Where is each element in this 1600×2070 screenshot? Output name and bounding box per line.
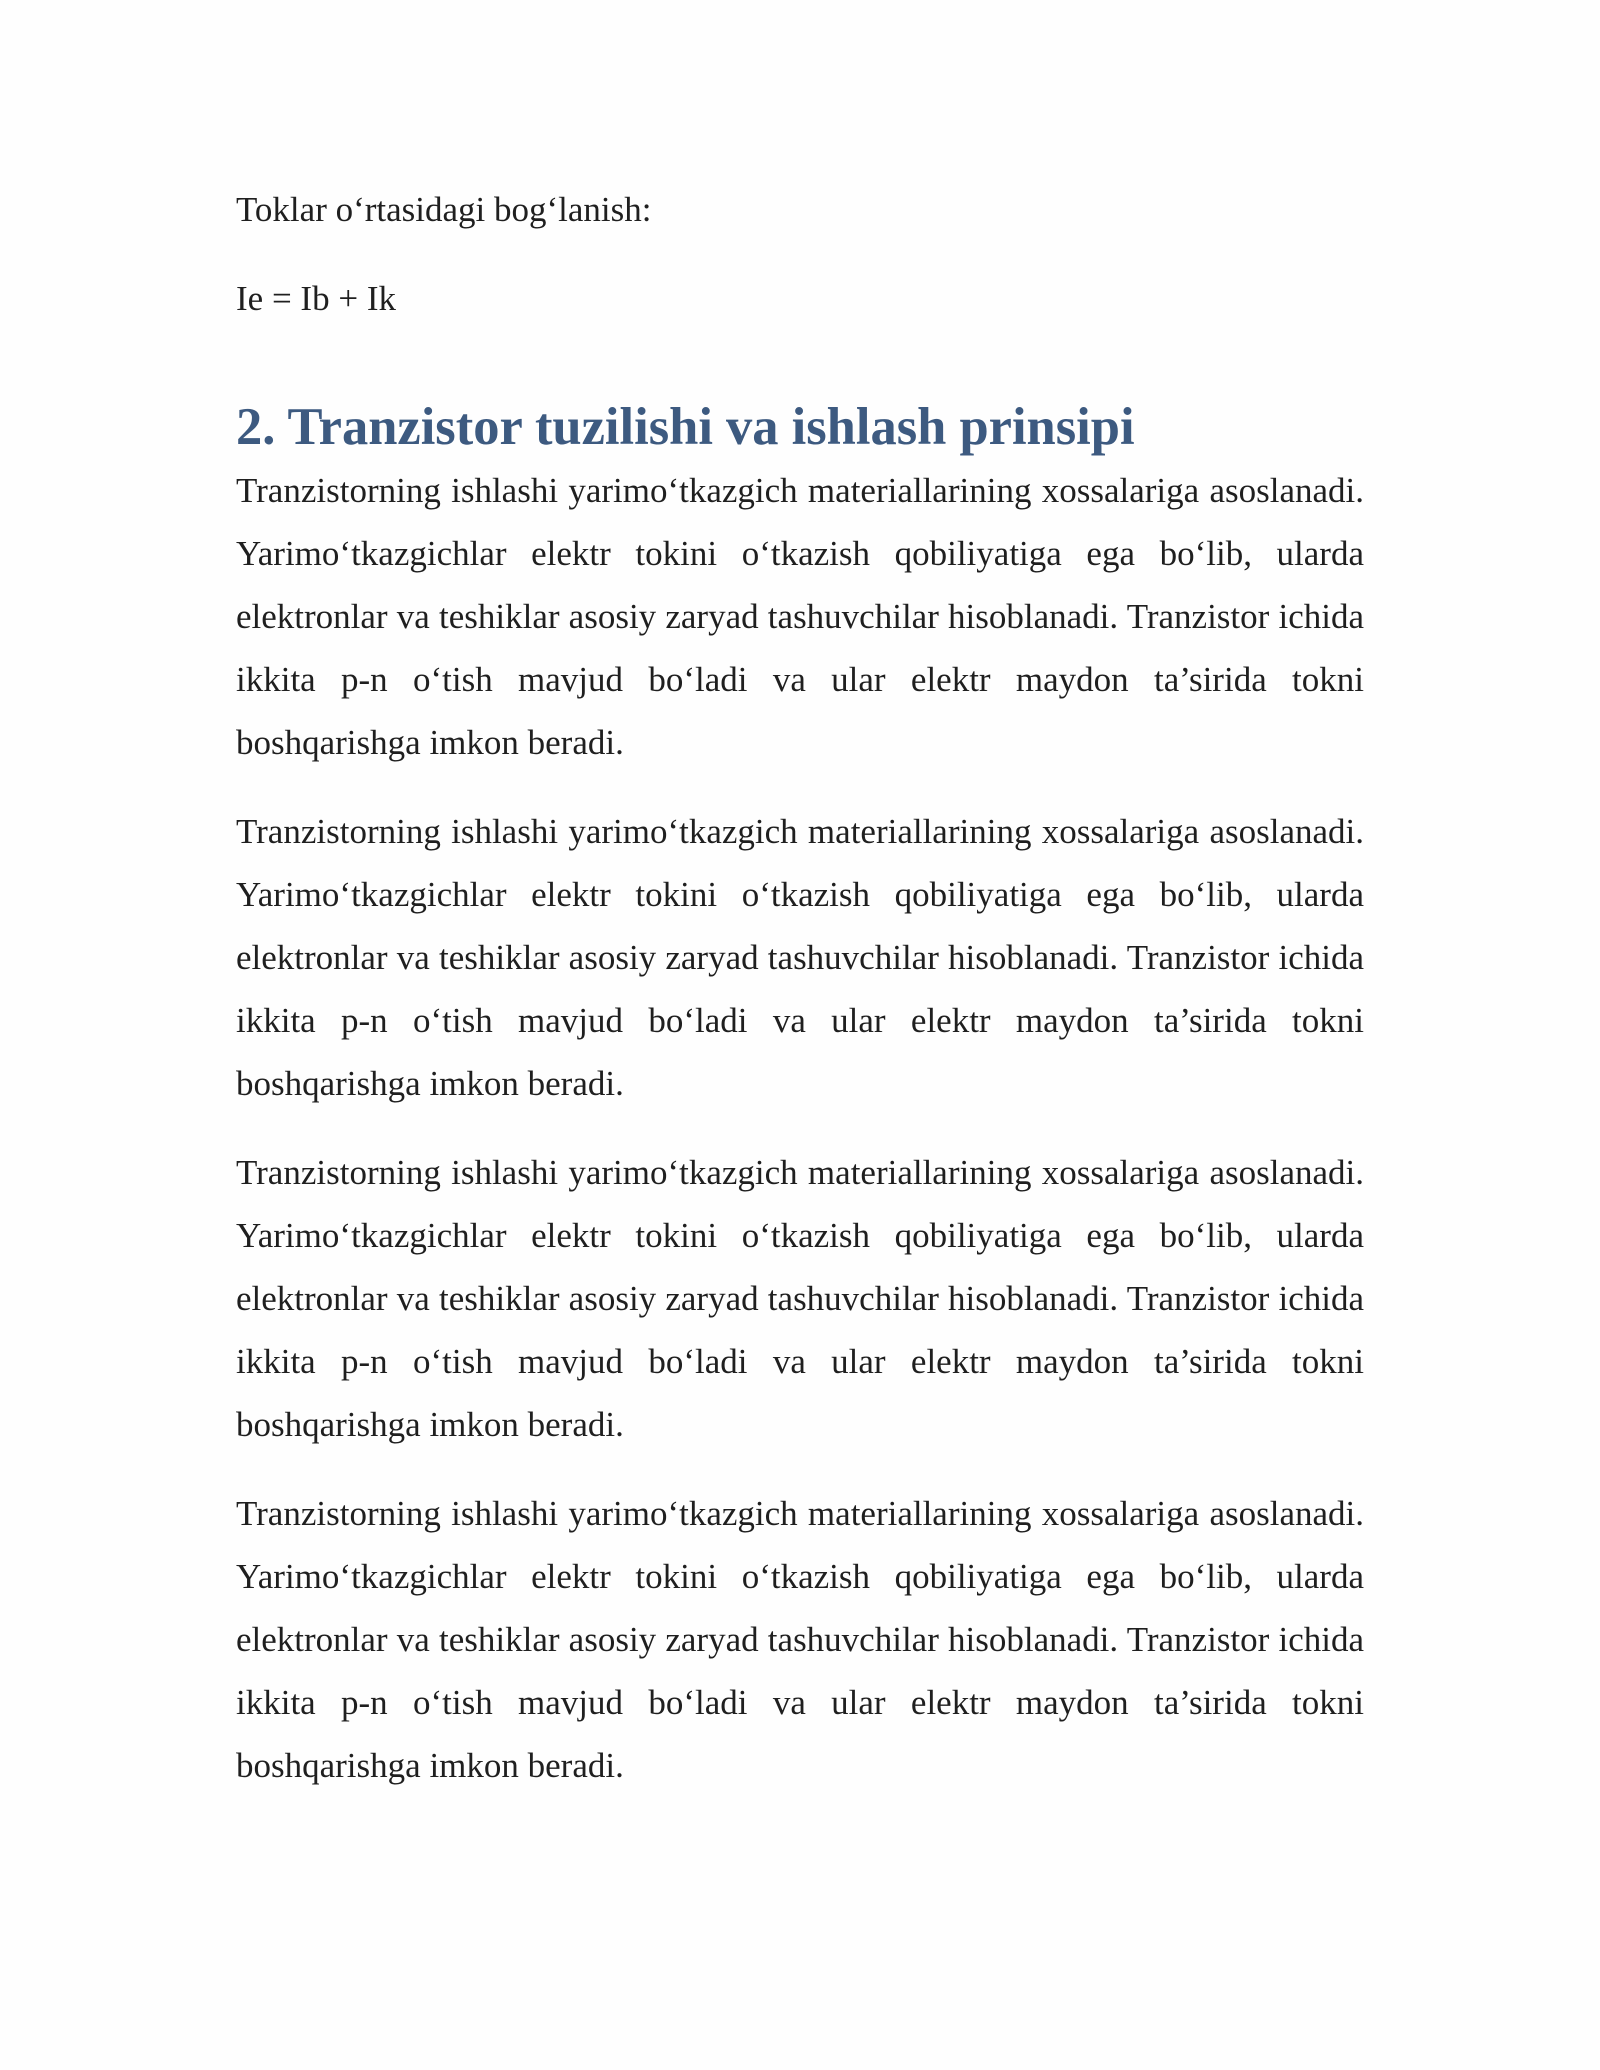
body-paragraph: Tranzistorning ishlashi yarimo‘tkazgich materiallarining xossalariga asoslanadi. Yarimo‘tkazgichlar elektr tokini o‘tkazish qobiliyatiga ega bo‘lib, ularda elektronlar va teshiklar asosiy zaryad tashuvchilar hisoblanadi. Tranzistor ichida ikkita p-n o‘tish mavjud bo‘ladi va ular elektr maydon ta’sirida tokni boshqarishga imkon beradi. bbox=[236, 812, 1364, 1103]
body-paragraph: Tranzistorning ishlashi yarimo‘tkazgich materiallarining xossalariga asoslanadi. Yarimo‘tkazgichlar elektr tokini o‘tkazish qobiliyatiga ega bo‘lib, ularda elektronlar va teshiklar asosiy zaryad tashuvchilar hisoblanadi. Tranzistor ichida ikkita p-n o‘tish mavjud bo‘ladi va ular elektr maydon ta’sirida tokni boshqarishga imkon beradi. bbox=[236, 1153, 1364, 1444]
section-heading: 2. Tranzistor tuzilishi va ishlash prinsipi bbox=[236, 398, 1135, 456]
document-body bbox=[236, 178, 1364, 1823]
current-formula: Ie = Ib + Ik bbox=[236, 279, 396, 318]
intro-label: Toklar o‘rtasidagi bog‘lanish: bbox=[236, 190, 652, 229]
body-paragraph: Tranzistorning ishlashi yarimo‘tkazgich materiallarining xossalariga asoslanadi. Yarimo‘tkazgichlar elektr tokini o‘tkazish qobiliyatiga ega bo‘lib, ularda elektronlar va teshiklar asosiy zaryad tashuvchilar hisoblanadi. Tranzistor ichida ikkita p-n o‘tish mavjud bo‘ladi va ular elektr maydon ta’sirida tokni boshqarishga imkon beradi. bbox=[236, 471, 1364, 762]
body-paragraph: Tranzistorning ishlashi yarimo‘tkazgich materiallarining xossalariga asoslanadi. Yarimo‘tkazgichlar elektr tokini o‘tkazish qobiliyatiga ega bo‘lib, ularda elektronlar va teshiklar asosiy zaryad tashuvchilar hisoblanadi. Tranzistor ichida ikkita p-n o‘tish mavjud bo‘ladi va ular elektr maydon ta’sirida tokni boshqarishga imkon beradi. bbox=[236, 1494, 1364, 1785]
